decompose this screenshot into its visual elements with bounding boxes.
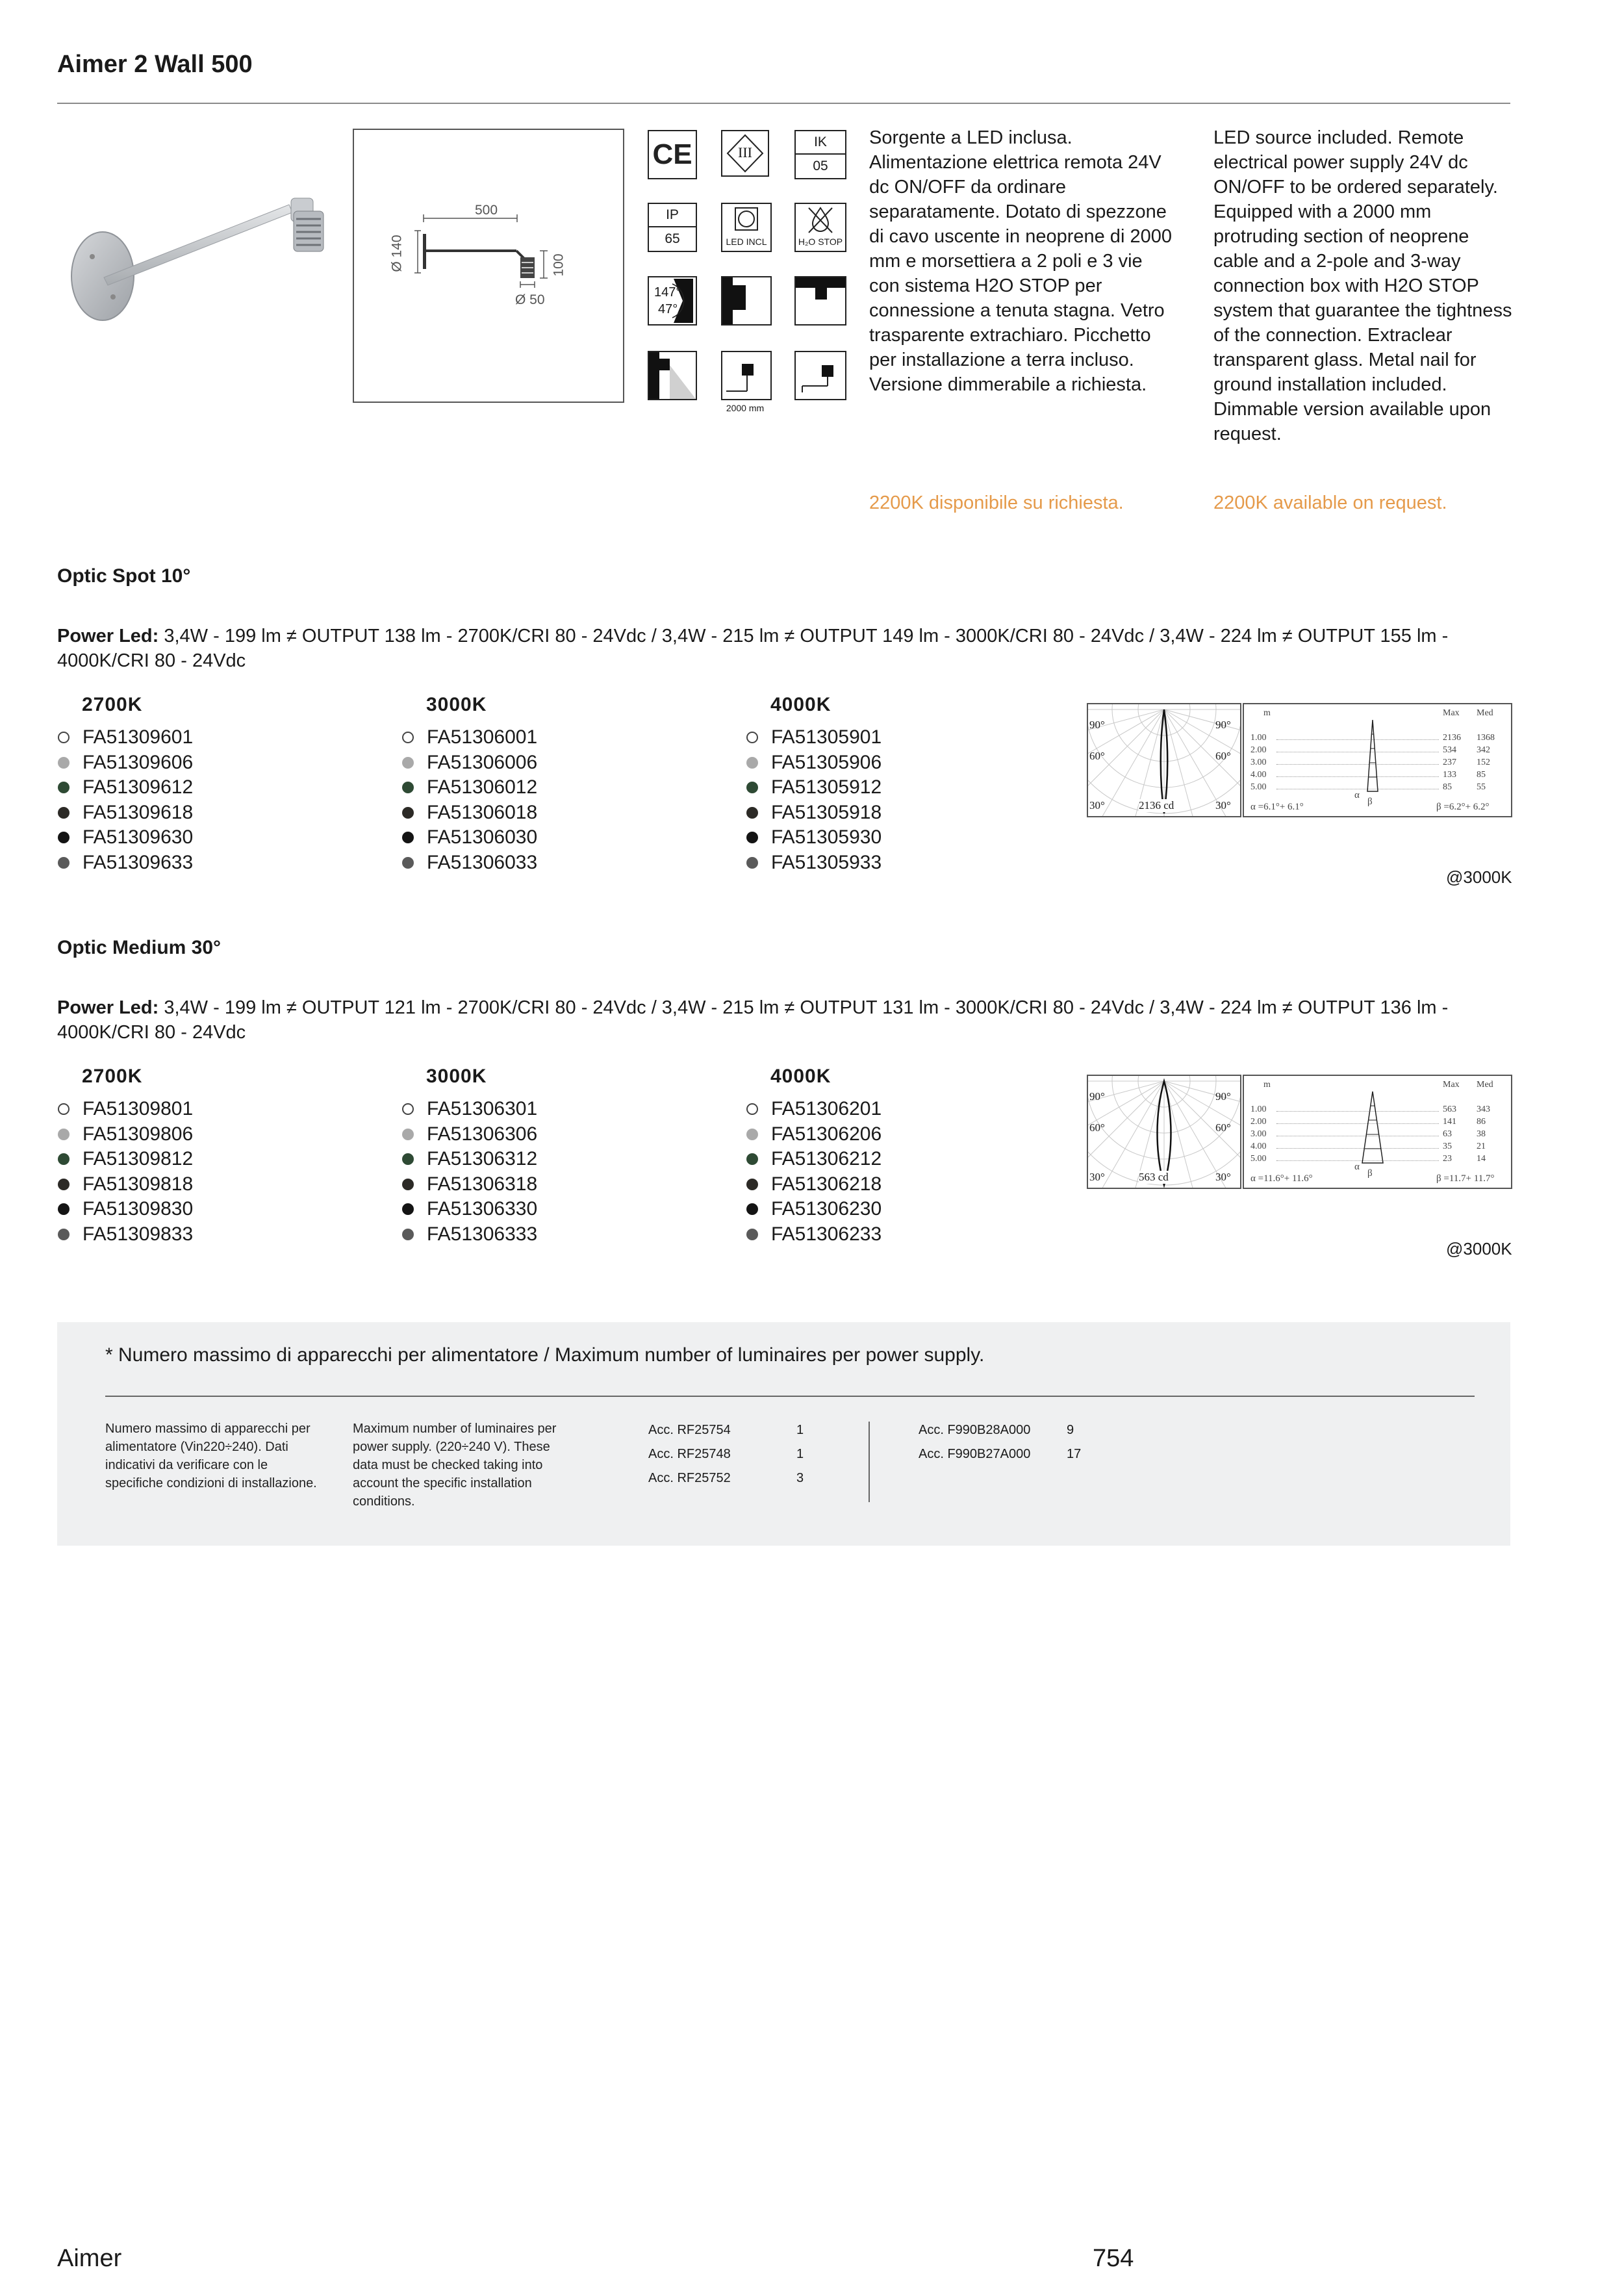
product-code: FA51309812	[82, 1148, 194, 1170]
led-included-icon	[721, 203, 772, 252]
power-led-text: 3,4W - 199 lm ≠ OUTPUT 138 lm - 2700K/CRI 80 - 24Vdc / 3,4W - 215 lm ≠ OUTPUT 149 lm - 3000K/CRI 80 - 24Vdc / 3,4W - 224 lm ≠ OUTPUT 155 lm - 4000K/CRI 80 - 24Vdc	[57, 626, 1449, 671]
code-column-3000k	[401, 694, 726, 875]
ik-label: IK	[796, 131, 845, 155]
table-max-value: 2136	[1443, 733, 1461, 743]
accessory-row	[919, 1447, 1081, 1471]
table-med-value: 38	[1477, 1129, 1486, 1139]
finish-swatch	[58, 857, 70, 869]
table-header-med: Med	[1477, 708, 1493, 718]
table-med-value: 85	[1477, 770, 1486, 780]
product-code-row[interactable]	[57, 1097, 382, 1122]
optic-title: Optic Spot 10°	[57, 565, 191, 587]
polar-angle-label: 30°	[1089, 1171, 1105, 1183]
table-distance: 1.00	[1250, 1105, 1267, 1114]
finish-swatch	[746, 757, 758, 769]
product-code-row[interactable]	[746, 825, 1071, 850]
product-code-row[interactable]	[746, 1147, 1071, 1172]
product-code-row[interactable]	[401, 1097, 726, 1122]
alpha-angle: α =6.1°+ 6.1°	[1250, 802, 1304, 812]
product-code: FA51306012	[427, 776, 538, 798]
accessory-qty: 1	[796, 1447, 804, 1461]
accessory-name: Acc. RF25748	[648, 1447, 731, 1461]
product-code: FA51305933	[771, 851, 882, 873]
polar-angle-label: 90°	[1215, 1090, 1231, 1103]
product-code-row[interactable]	[57, 850, 382, 876]
accessory-qty: 9	[1067, 1423, 1074, 1437]
note-title: * Numero massimo di apparecchi per alimentatore / Maximum number of luminaires per power supply.	[105, 1344, 985, 1366]
product-code: FA51306312	[427, 1148, 538, 1170]
code-column-4000k	[746, 694, 1071, 875]
beta-symbol: β	[1367, 797, 1373, 807]
table-med-value: 21	[1477, 1142, 1486, 1151]
product-code: FA51309806	[82, 1123, 194, 1145]
finish-swatch	[58, 832, 70, 843]
code-column-2700k	[57, 694, 382, 875]
cable-length-icon	[721, 351, 772, 400]
product-code: FA51309801	[82, 1098, 194, 1120]
product-code-row[interactable]	[746, 775, 1071, 800]
accessory-row	[648, 1447, 804, 1471]
table-med-value: 55	[1477, 782, 1486, 792]
product-code-row[interactable]	[401, 825, 726, 850]
description-italian: Sorgente a LED inclusa. Alimentazione elettrica remota 24V dc ON/OFF da ordinare separatamente. Dotato di spezzone di cavo uscente in neoprene di 2000 mm e morsettiera a 2 poli e 3 vie con sistema H2O STOP per connessione a tenuta stagna. Vetro trasparente extrachiaro. Picchetto per installazione a terra incluso. Versione dimmerabile a richiesta.	[869, 127, 1172, 395]
ce-mark-icon: CE	[648, 130, 697, 179]
finish-swatch	[402, 1179, 414, 1190]
table-distance: 2.00	[1250, 1117, 1267, 1127]
finish-swatch	[402, 1129, 414, 1140]
polar-angle-label: 60°	[1215, 1121, 1231, 1134]
product-code-row[interactable]	[57, 1122, 382, 1147]
led-included-label: LED INCL	[726, 236, 767, 247]
table-max-value: 23	[1443, 1154, 1452, 1164]
finish-swatch	[402, 782, 414, 793]
product-code: FA51309606	[82, 751, 194, 773]
table-med-value: 14	[1477, 1154, 1486, 1164]
polar-angle-label: 30°	[1215, 799, 1231, 811]
finish-swatch	[746, 732, 758, 743]
finish-swatch	[746, 857, 758, 869]
table-med-value: 1368	[1477, 733, 1495, 743]
optic-title: Optic Medium 30°	[57, 937, 222, 958]
finish-swatch	[746, 782, 758, 793]
product-code: FA51309612	[82, 776, 194, 798]
code-column-2700k	[57, 1066, 382, 1247]
product-code-row[interactable]	[57, 1147, 382, 1172]
product-code-row[interactable]	[401, 850, 726, 876]
product-code-row[interactable]	[746, 1222, 1071, 1247]
finish-swatch	[402, 1229, 414, 1240]
finish-swatch	[402, 807, 414, 819]
finish-swatch	[746, 832, 758, 843]
product-code-row[interactable]	[746, 850, 1071, 876]
product-code: FA51306318	[427, 1173, 538, 1195]
product-code: FA51306006	[427, 751, 538, 773]
product-code: FA51305930	[771, 826, 882, 849]
power-led-text: 3,4W - 199 lm ≠ OUTPUT 121 lm - 2700K/CRI 80 - 24Vdc / 3,4W - 215 lm ≠ OUTPUT 131 lm - 3000K/CRI 80 - 24Vdc / 3,4W - 224 lm ≠ OUTPUT 136 lm - 4000K/CRI 80 - 24Vdc	[57, 997, 1449, 1043]
h2o-stop-label: H₂O STOP	[798, 236, 843, 247]
table-med-value: 86	[1477, 1117, 1486, 1127]
product-code-row[interactable]	[57, 825, 382, 850]
product-code-row[interactable]	[401, 1122, 726, 1147]
product-code: FA51306330	[427, 1198, 538, 1220]
dim-head-diameter: Ø 50	[515, 292, 545, 307]
finish-swatch	[58, 757, 70, 769]
code-column-4000k	[746, 1066, 1071, 1247]
illuminance-table	[1243, 703, 1512, 817]
ip-rating-icon	[648, 203, 697, 252]
note-2200k-english: 2200K available on request.	[1213, 492, 1447, 513]
product-code-row[interactable]	[57, 800, 382, 826]
alpha-angle: α =11.6°+ 11.6°	[1250, 1173, 1313, 1184]
technical-drawing	[353, 129, 624, 403]
table-distance: 5.00	[1250, 782, 1267, 792]
table-header-m: m	[1263, 1080, 1271, 1090]
header-divider	[57, 103, 1510, 104]
table-max-value: 534	[1443, 745, 1456, 755]
accessories-divider	[869, 1422, 870, 1502]
table-distance: 4.00	[1250, 770, 1267, 780]
alpha-symbol: α	[1354, 1162, 1360, 1172]
accessories-list-left	[648, 1423, 804, 1495]
table-distance: 1.00	[1250, 733, 1267, 743]
product-code: FA51306206	[771, 1123, 882, 1145]
product-code: FA51306301	[427, 1098, 538, 1120]
illuminance-table	[1243, 1075, 1512, 1189]
accessory-qty: 1	[796, 1423, 804, 1437]
finish-swatch	[58, 1179, 70, 1190]
accessory-row	[919, 1423, 1081, 1447]
class-3-icon	[721, 130, 769, 177]
product-code: FA51305918	[771, 801, 882, 823]
product-code-row[interactable]	[57, 1197, 382, 1222]
finish-swatch	[58, 1153, 70, 1165]
product-code-row[interactable]	[746, 1122, 1071, 1147]
product-code: FA51309630	[82, 826, 194, 849]
accessory-name: Acc. F990B28A000	[919, 1423, 1031, 1437]
polar-angle-label: 90°	[1215, 719, 1231, 731]
note-italian: Numero massimo di apparecchi per alimentatore (Vin220÷240). Dati indicativi da verificare con le specifiche condizioni di installazione.	[105, 1422, 317, 1490]
finish-swatch	[58, 1229, 70, 1240]
page-title: Aimer 2 Wall 500	[57, 51, 253, 78]
product-code-row[interactable]	[746, 725, 1071, 750]
polar-candela-value: 2136 cd	[1139, 799, 1174, 811]
table-med-value: 342	[1477, 745, 1490, 755]
product-code-row[interactable]	[57, 1222, 382, 1247]
product-code: FA51306212	[771, 1148, 882, 1170]
polar-angle-label: 60°	[1089, 750, 1105, 762]
product-code-row[interactable]	[57, 750, 382, 776]
product-code: FA51306018	[427, 801, 538, 823]
table-max-value: 141	[1443, 1117, 1456, 1127]
table-max-value: 35	[1443, 1142, 1452, 1151]
finish-swatch	[58, 732, 70, 743]
product-code: FA51306306	[427, 1123, 538, 1145]
product-image	[65, 185, 370, 328]
light-cone-outline	[1367, 720, 1378, 791]
product-code: FA51306001	[427, 726, 538, 748]
accessory-qty: 3	[796, 1471, 804, 1485]
finish-swatch	[58, 1103, 70, 1115]
product-code: FA51306030	[427, 826, 538, 849]
note-english: Maximum number of luminaires per power supply. (220÷240 V). These data must be checked taking into account the specific installation conditions.	[353, 1422, 557, 1509]
beta-angle: β =11.7+ 11.7°	[1436, 1173, 1495, 1184]
finish-swatch	[402, 832, 414, 843]
note-divider	[105, 1396, 1475, 1397]
tilt-angle-icon	[648, 276, 697, 326]
ceiling-mount-icon	[794, 276, 846, 326]
color-temp-note: @3000K	[1446, 1239, 1512, 1258]
table-header-m: m	[1263, 708, 1271, 718]
finish-swatch	[402, 857, 414, 869]
finish-swatch	[402, 1103, 414, 1115]
finish-swatch	[402, 1203, 414, 1215]
product-code: FA51306033	[427, 851, 538, 873]
finish-swatch	[402, 732, 414, 743]
light-cone-outline	[1362, 1092, 1383, 1163]
power-led-spec	[57, 624, 1510, 673]
product-code: FA51306333	[427, 1223, 538, 1245]
product-code-row[interactable]	[401, 750, 726, 776]
finish-swatch	[58, 1203, 70, 1215]
product-code: FA51309601	[82, 726, 194, 748]
table-distance: 3.00	[1250, 758, 1267, 767]
power-led-spec	[57, 995, 1510, 1045]
product-code-row[interactable]	[746, 750, 1071, 776]
note-2200k-italian: 2200K disponibile su richiesta.	[869, 492, 1124, 513]
power-supply-note	[57, 1322, 1510, 1546]
accessory-name: Acc. RF25752	[648, 1471, 731, 1485]
accessory-row	[648, 1423, 804, 1447]
power-led-label: Power Led:	[57, 997, 159, 1018]
product-code-row[interactable]	[401, 1197, 726, 1222]
table-max-value: 237	[1443, 758, 1456, 767]
product-code: FA51309830	[82, 1198, 194, 1220]
product-code-row[interactable]	[401, 775, 726, 800]
polar-angle-label: 30°	[1215, 1171, 1231, 1183]
code-column-3000k	[401, 1066, 726, 1247]
polar-angle-label: 60°	[1089, 1121, 1105, 1134]
junction-box-icon	[794, 351, 846, 400]
polar-candela-value: 563 cd	[1139, 1171, 1169, 1183]
accessories-list-right	[919, 1423, 1081, 1471]
tilt-angle-bottom: 47°	[658, 302, 678, 316]
ip-value: 65	[665, 231, 680, 246]
column-heading: 2700K	[82, 694, 143, 715]
polar-diagram	[1087, 1075, 1241, 1189]
product-code: FA51309618	[82, 801, 194, 823]
table-max-value: 63	[1443, 1129, 1452, 1139]
accessory-qty: 17	[1067, 1447, 1082, 1461]
product-code-row[interactable]	[57, 775, 382, 800]
finish-swatch	[746, 807, 758, 819]
finish-swatch	[746, 1129, 758, 1140]
polar-spoke	[1164, 1081, 1201, 1188]
alpha-symbol: α	[1354, 790, 1360, 800]
finish-swatch	[58, 782, 70, 793]
product-code-row[interactable]	[746, 1172, 1071, 1197]
table-header-med: Med	[1477, 1080, 1493, 1090]
tilt-angle-top: 147°	[654, 285, 681, 300]
footer-brand: Aimer	[57, 2245, 122, 2272]
product-code: FA51309633	[82, 851, 194, 873]
product-code: FA51306201	[771, 1098, 882, 1120]
polar-angle-label: 60°	[1215, 750, 1231, 762]
column-heading: 4000K	[770, 1066, 831, 1087]
polar-angle-label: 90°	[1089, 719, 1105, 731]
product-code-row[interactable]	[401, 1147, 726, 1172]
dim-length: 500	[475, 203, 498, 218]
finish-swatch	[58, 807, 70, 819]
table-max-value: 563	[1443, 1105, 1456, 1114]
product-code: FA51305912	[771, 776, 882, 798]
cable-length-label: 2000 mm	[726, 403, 765, 413]
polar-diagram	[1087, 703, 1241, 817]
column-heading: 2700K	[82, 1066, 143, 1087]
finish-swatch	[58, 1129, 70, 1140]
color-temp-note: @3000K	[1446, 867, 1512, 887]
product-code: FA51305906	[771, 751, 882, 773]
product-code-row[interactable]	[401, 1172, 726, 1197]
table-max-value: 85	[1443, 782, 1452, 792]
product-code-row[interactable]	[401, 725, 726, 750]
table-med-value: 343	[1477, 1105, 1490, 1114]
product-code: FA51306230	[771, 1198, 882, 1220]
finish-swatch	[746, 1103, 758, 1115]
finish-swatch	[746, 1153, 758, 1165]
description-english: LED source included. Remote electrical power supply 24V dc ON/OFF to be ordered separately. Equipped with a 2000 mm protruding section of neoprene cable and a 2-pole and 3-way connection box with H2O STOP system that guarantee the tightness of the connection. Extraclear transparent glass. Metal nail for ground installation included. Dimmable version available upon request.	[1213, 127, 1512, 444]
table-max-value: 133	[1443, 770, 1456, 780]
product-code: FA51309833	[82, 1223, 194, 1245]
table-header-max: Max	[1443, 708, 1460, 718]
ip-label: IP	[649, 204, 696, 227]
table-distance: 2.00	[1250, 745, 1267, 755]
product-code-row[interactable]	[746, 800, 1071, 826]
product-code-row[interactable]	[746, 1197, 1071, 1222]
product-code: FA51306233	[771, 1223, 882, 1245]
polar-angle-label: 30°	[1089, 799, 1105, 811]
column-heading: 3000K	[426, 1066, 487, 1087]
product-code-row[interactable]	[401, 800, 726, 826]
finish-swatch	[746, 1203, 758, 1215]
finish-swatch	[746, 1229, 758, 1240]
class-3-label: III	[738, 144, 752, 160]
table-distance: 3.00	[1250, 1129, 1267, 1139]
dim-plate-diameter: Ø 140	[389, 235, 405, 272]
product-code-row[interactable]	[57, 1172, 382, 1197]
beta-angle: β =6.2°+ 6.2°	[1436, 802, 1490, 812]
power-led-label: Power Led:	[57, 626, 159, 646]
table-distance: 5.00	[1250, 1154, 1267, 1164]
product-code: FA51306218	[771, 1173, 882, 1195]
page-number: 754	[1093, 2245, 1134, 2272]
product-code-row[interactable]	[746, 1097, 1071, 1122]
accessory-row	[648, 1471, 804, 1495]
product-code: FA51309818	[82, 1173, 194, 1195]
ik-rating-icon	[794, 130, 846, 179]
product-code: FA51305901	[771, 726, 882, 748]
finish-swatch	[746, 1179, 758, 1190]
accessory-name: Acc. RF25754	[648, 1423, 731, 1437]
table-header-max: Max	[1443, 1080, 1460, 1090]
column-heading: 4000K	[770, 694, 831, 715]
polar-angle-label: 90°	[1089, 1090, 1105, 1103]
dim-height: 100	[551, 253, 566, 277]
table-med-value: 152	[1477, 758, 1490, 767]
glare-icon	[648, 351, 697, 400]
product-code-row[interactable]	[57, 725, 382, 750]
product-code-row[interactable]	[401, 1222, 726, 1247]
accessory-name: Acc. F990B27A000	[919, 1447, 1031, 1461]
table-distance: 4.00	[1250, 1142, 1267, 1151]
column-heading: 3000K	[426, 694, 487, 715]
finish-swatch	[402, 1153, 414, 1165]
h2o-stop-icon	[794, 203, 846, 252]
finish-swatch	[402, 757, 414, 769]
wall-mount-icon	[721, 276, 772, 326]
ik-value: 05	[813, 159, 828, 173]
beta-symbol: β	[1367, 1168, 1373, 1179]
